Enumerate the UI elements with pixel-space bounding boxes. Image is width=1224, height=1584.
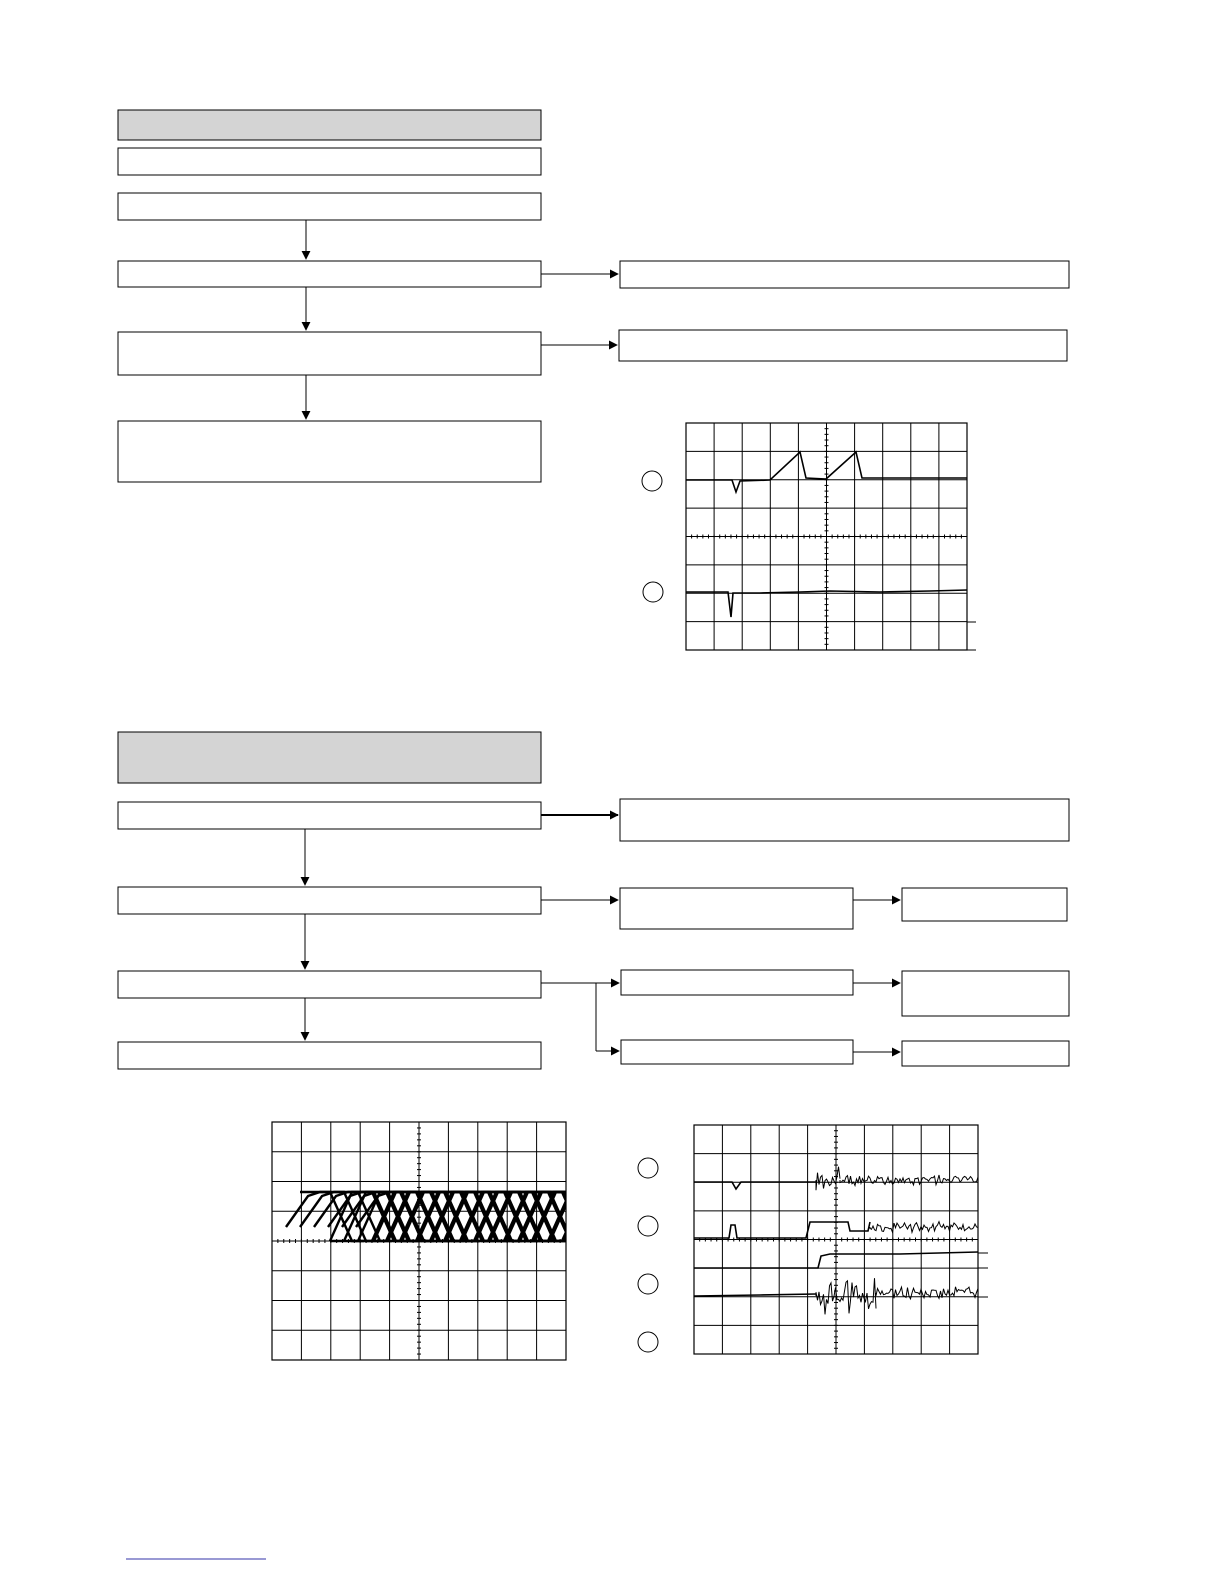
- oscilloscope-2-eye-pattern: [286, 1192, 642, 1241]
- flowchart-1-branch-1: [620, 261, 1069, 288]
- oscilloscope-3-noise: [816, 1167, 978, 1315]
- flowchart-1-header: [118, 110, 541, 140]
- oscilloscope-1-grid: [686, 423, 967, 650]
- oscilloscope-3-trace-1-base: [694, 1182, 816, 1189]
- flowchart-2-branch-6: [621, 1040, 853, 1064]
- eye-trace: [356, 1192, 610, 1241]
- flowchart-2-header: [118, 732, 541, 783]
- oscilloscope-1: [642, 423, 976, 650]
- flowchart-2-branch-5: [902, 971, 1069, 1016]
- flowchart-2-branch-1: [620, 799, 1069, 841]
- flowchart-1: [118, 110, 1069, 482]
- oscilloscope-2: [272, 1122, 642, 1360]
- channel-marker-4: [638, 1332, 658, 1352]
- flowchart-1-step-1: [118, 148, 541, 175]
- flowchart-1-branch-2: [619, 330, 1067, 361]
- channel-marker-1: [642, 471, 662, 491]
- flowchart-1-step-3: [118, 261, 541, 287]
- oscilloscope-3-grid: [694, 1125, 978, 1354]
- flowchart-2-branch-4: [621, 970, 853, 995]
- channel-marker-3: [638, 1274, 658, 1294]
- oscilloscope-3-trace-4-base: [694, 1294, 816, 1296]
- flowchart-2-step-1: [118, 802, 541, 829]
- flowchart-1-step-4: [118, 332, 541, 375]
- flowchart-2: [118, 732, 1069, 1069]
- noise-burst-2: [870, 1222, 978, 1233]
- flowchart-2-branch-7: [902, 1041, 1069, 1066]
- flowchart-2-step-2: [118, 887, 541, 914]
- oscilloscope-3: [638, 1125, 988, 1354]
- flowchart-1-step-5: [118, 421, 541, 482]
- channel-marker-2: [638, 1216, 658, 1236]
- flowchart-2-branch-2: [620, 888, 853, 929]
- flowchart-2-step-3: [118, 971, 541, 998]
- flowchart-2-step-4: [118, 1042, 541, 1069]
- flowchart-1-step-2: [118, 193, 541, 220]
- noise-burst-1b: [840, 1175, 978, 1186]
- oscilloscope-3-trace-2-base: [694, 1222, 870, 1238]
- flowchart-2-branch-3: [902, 888, 1067, 921]
- channel-marker-1: [638, 1158, 658, 1178]
- channel-marker-2: [643, 582, 663, 602]
